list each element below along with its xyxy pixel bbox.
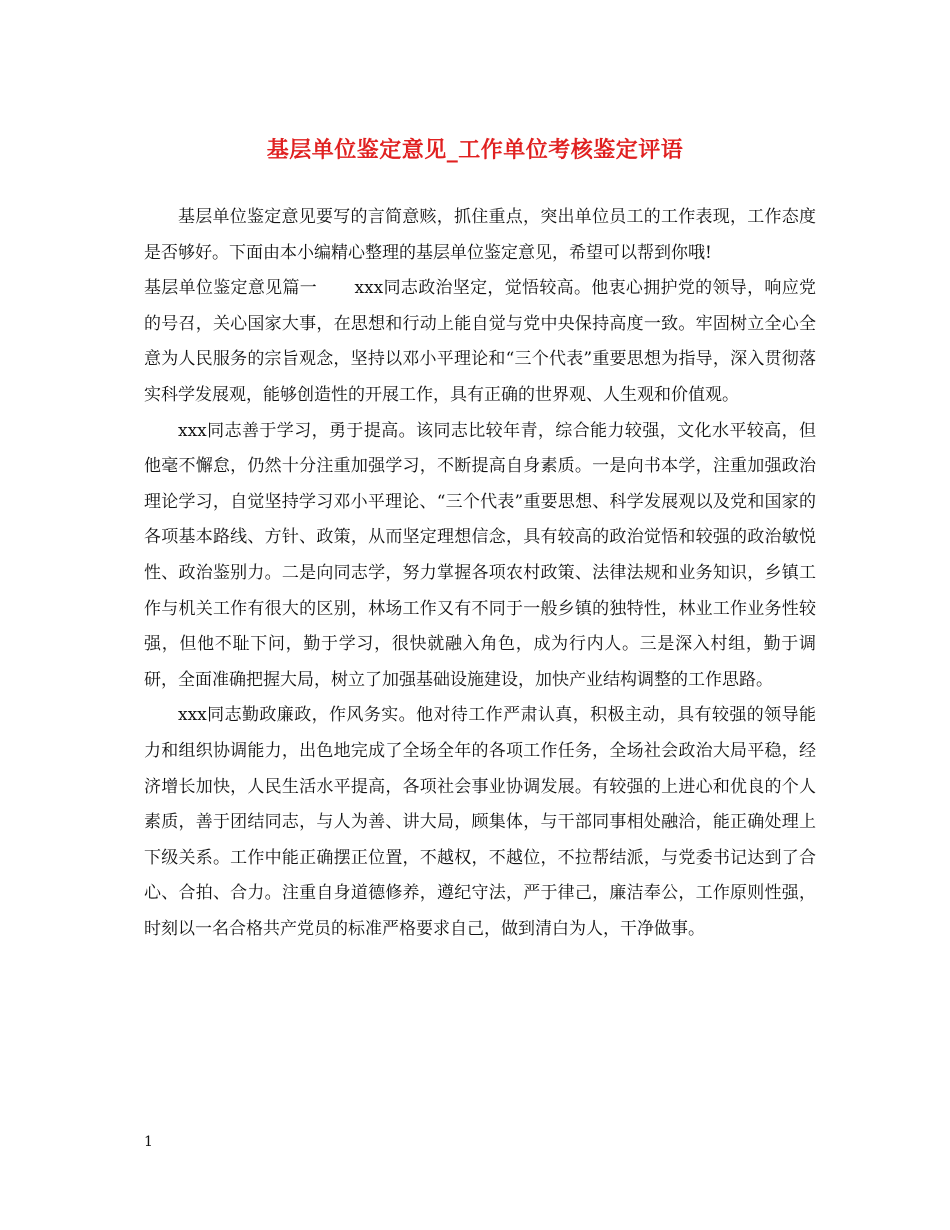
paragraph-2: xxx同志善于学习，勇于提高。该同志比较年青，综合能力较强，文化水平较高，但他毫不懈怠，仍然十分注重加强学习，不断提高自身素质。一是向书本学，注重加强政治理论学习，自觉坚持学习邓小平理论、“三个代表”重要思想、科学发展观以及党和国家的各项基本路线、方针、政策，从而坚定理想信念，具有较高的政治觉悟和较强的政治敏悦性、政治鉴别力。二是向同志学，努力掌握各项农村政策、法律法规和业务知识，乡镇工作与机关工作有很大的区别，林场工作又有不同于一般乡镇的独特性，林业工作业务性较强，但他不耻下问，勤于学习，很快就融入角色，成为行内人。三是深入村组，勤于调研，全面准确把握大局，树立了加强基础设施建设，加快产业结构调整的工作思路。 xyxy=(144,420,816,690)
paragraph-1-text: xxx同志政治坚定，觉悟较高。他衷心拥护党的领导，响应党的号召，关心国家大事，在思想和行动上能自觉与党中央保持高度一致。牢固树立全心全意为人民服务的宗旨观念，坚持以邓小平理论和“三个代表”重要思想为指导，深入贯彻落实科学发展观，能够创造性的开展工作，具有正确的世界观、人生观和价值观。 xyxy=(144,278,817,405)
document-title: 基层单位鉴定意见_工作单位考核鉴定评语 xyxy=(266,137,684,163)
section-paragraph-1 xyxy=(144,271,816,413)
section-heading: 基层单位鉴定意见篇一 xyxy=(144,278,318,299)
intro-paragraph: 基层单位鉴定意见要写的言简意赅，抓住重点，突出单位员工的工作表现，工作态度是否够好。下面由本小编精心整理的基层单位鉴定意见，希望可以帮到你哦! xyxy=(144,207,816,263)
document-body xyxy=(144,200,816,947)
page-number: 1 xyxy=(144,1134,153,1150)
paragraph-3: xxx同志勤政廉政，作风务实。他对待工作严肃认真，积极主动，具有较强的领导能力和组织协调能力，出色地完成了全场全年的各项工作任务，全场社会政治大局平稳，经济增长加快，人民生活水平提高，各项社会事业协调发展。有较强的上进心和优良的个人素质，善于团结同志，与人为善、讲大局，顾集体，与干部同事相处融洽，能正确处理上下级关系。工作中能正确摆正位置，不越权，不越位，不拉帮结派，与党委书记达到了合心、合拍、合力。注重自身道德修养，遵纪守法，严于律己，廉洁奉公，工作原则性强，时刻以一名合格共产党员的标准严格要求自己，做到清白为人，干净做事。 xyxy=(144,705,816,939)
